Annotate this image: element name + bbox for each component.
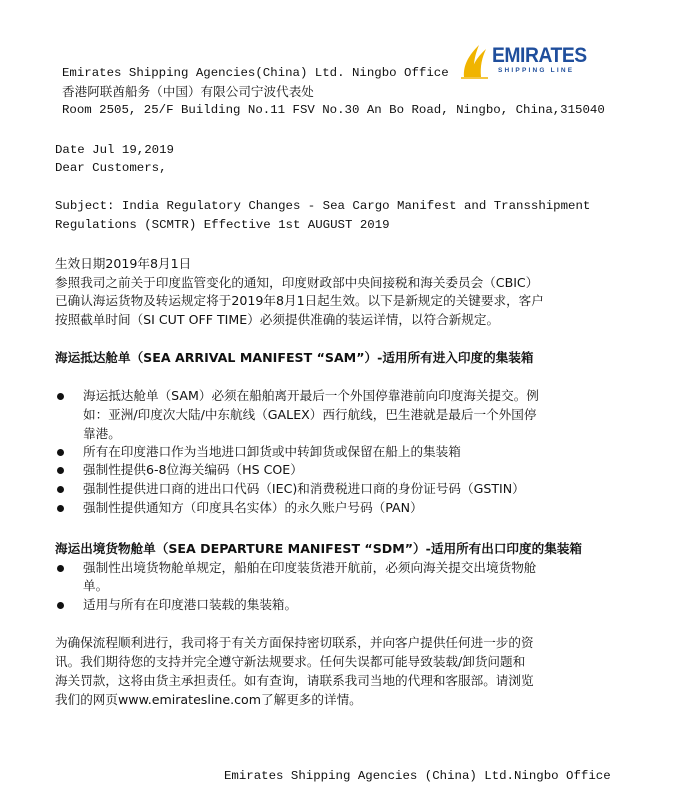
bullet-dot bbox=[57, 486, 64, 493]
closing-line-2: 讯。我们期待您的支持并完全遵守新法规要求。任何失误都可能导致装载/卸货问题和 bbox=[55, 654, 526, 669]
sdm-heading: 海运出境货物舱单（SEA DEPARTURE MANIFEST “SDM”）-适用所有出口印度的集装箱 bbox=[55, 541, 582, 556]
sam-bullet-1-line-1: 海运抵达舱单（SAM）必须在船舶离开最后一个外国停靠港前向印度海关提交。例 bbox=[83, 388, 539, 403]
company-address: Room 2505, 25/F Building No.11 FSV No.30 An Bo Road, Ningbo, China,315040 bbox=[62, 103, 605, 117]
closing-line-4: 我们的网页www.emiratesline.com了解更多的详情。 bbox=[55, 692, 362, 707]
letter-date: Date Jul 19,2019 bbox=[55, 143, 174, 157]
sam-bullet-2: 所有在印度港口作为当地进口卸货或中转卸货或保留在船上的集装箱 bbox=[83, 444, 461, 459]
sdm-bullet-1-line-2: 单。 bbox=[83, 578, 109, 593]
company-name-en: Emirates Shipping Agencies(China) Ltd. Ningbo Office bbox=[62, 66, 449, 80]
bullet-dot bbox=[57, 565, 64, 572]
subject-line-2: Regulations (SCMTR) Effective 1st AUGUST 2019 bbox=[55, 218, 390, 232]
intro-line-1: 参照我司之前关于印度监管变化的通知，印度财政部中央间接税和海关委员会（CBIC） bbox=[55, 275, 539, 290]
sam-bullet-1-line-2: 如：亚洲/印度次大陆/中东航线（GALEX）西行航线，巴生港就是最后一个外国停 bbox=[83, 407, 537, 422]
bullet-dot bbox=[57, 393, 64, 400]
effective-date-cn: 生效日期2019年8月1日 bbox=[55, 256, 192, 271]
logo-wordmark: EMIRATES bbox=[492, 44, 587, 67]
greeting: Dear Customers, bbox=[55, 161, 167, 175]
flame-logo-icon bbox=[461, 41, 489, 79]
bullet-dot bbox=[57, 602, 64, 609]
emirates-logo bbox=[461, 41, 601, 81]
bullet-dot bbox=[57, 449, 64, 456]
company-name-cn: 香港阿联酋船务（中国）有限公司宁波代表处 bbox=[62, 84, 314, 99]
sam-bullet-1-line-3: 靠港。 bbox=[83, 426, 121, 441]
signature: Emirates Shipping Agencies (China) Ltd.Ningbo Office bbox=[224, 769, 611, 783]
intro-line-2: 已确认海运货物及转运规定将于2019年8月1日起生效。以下是新规定的关键要求，客户 bbox=[55, 293, 544, 308]
sdm-bullet-1-line-1: 强制性出境货物舱单规定，船舶在印度装货港开航前，必须向海关提交出境货物舱 bbox=[83, 560, 537, 575]
bullet-dot bbox=[57, 505, 64, 512]
sam-bullet-4: 强制性提供进口商的进出口代码（IEC)和消费税进口商的身份证号码（GSTIN） bbox=[83, 481, 525, 496]
sam-heading: 海运抵达舱单（SEA ARRIVAL MANIFEST “SAM”）-适用所有进入印度的集装箱 bbox=[55, 350, 534, 365]
logo-subtitle: SHIPPING LINE bbox=[498, 67, 575, 74]
sam-bullet-3: 强制性提供6-8位海关编码（HS COE） bbox=[83, 462, 303, 477]
subject-line-1: Subject: India Regulatory Changes - Sea Cargo Manifest and Transshipment bbox=[55, 199, 591, 213]
bullet-dot bbox=[57, 467, 64, 474]
sdm-bullet-2: 适用与所有在印度港口装载的集装箱。 bbox=[83, 597, 298, 612]
closing-line-1: 为确保流程顺利进行，我司将于有关方面保持密切联系，并向客户提供任何进一步的资 bbox=[55, 635, 534, 650]
intro-line-3: 按照截单时间（SI CUT OFF TIME）必须提供准确的装运详情，以符合新规定。 bbox=[55, 312, 500, 327]
sam-bullet-5: 强制性提供通知方（印度具名实体）的永久账户号码（PAN） bbox=[83, 500, 423, 515]
closing-line-3: 海关罚款，这将由货主承担责任。如有查询，请联系我司当地的代理和客服部。请浏览 bbox=[55, 673, 534, 688]
